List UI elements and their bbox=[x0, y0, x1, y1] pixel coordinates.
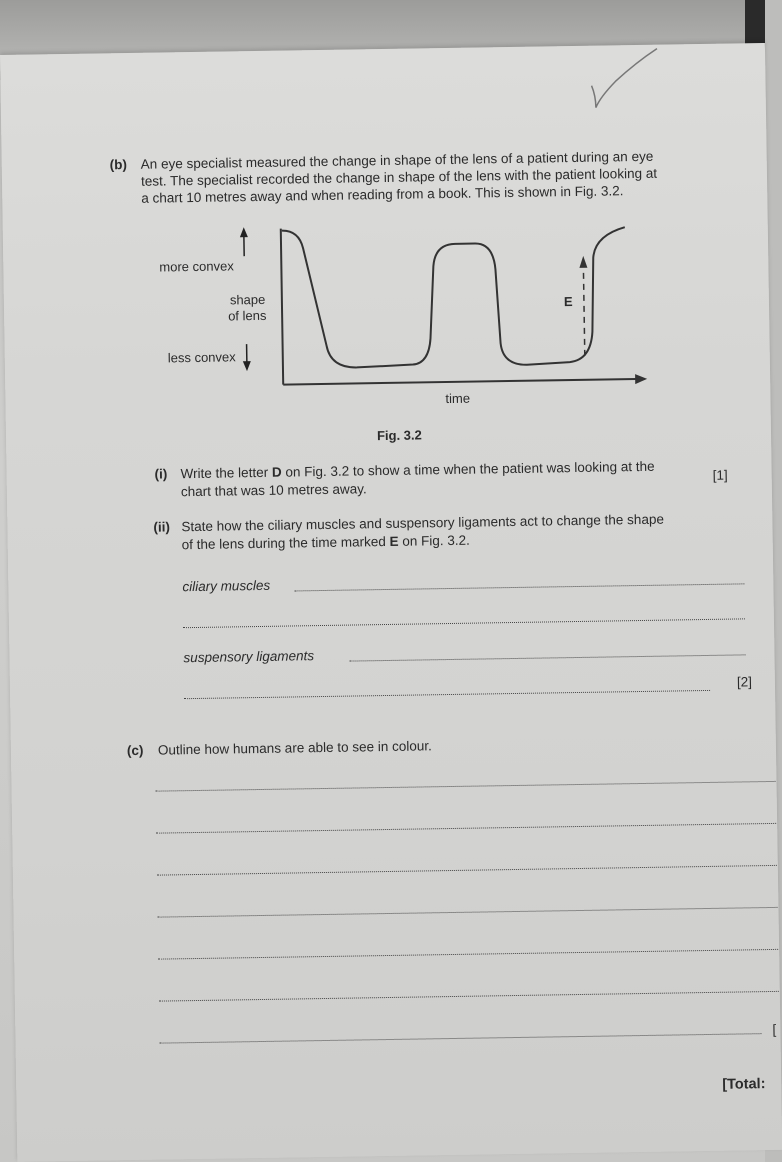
e-marker-dashed-line bbox=[583, 270, 584, 356]
question-i-line-2: chart that was 10 metres away. bbox=[180, 481, 367, 500]
y-axis-shape-label: shape bbox=[229, 291, 266, 308]
part-c-label: (c) bbox=[126, 742, 144, 759]
ciliary-muscles-label: ciliary muscles bbox=[182, 577, 271, 595]
y-axis-line bbox=[281, 229, 283, 385]
question-ii-label: (ii) bbox=[153, 519, 171, 535]
ciliary-answer-line-2[interactable] bbox=[183, 618, 745, 628]
suspensory-answer-line-1[interactable] bbox=[350, 654, 746, 661]
figure-caption: Fig. 3.2 bbox=[376, 427, 422, 444]
question-ii-line-1: State how the ciliary muscles and suspensory ligaments act to change the shape bbox=[181, 511, 665, 535]
x-axis-time-label: time bbox=[445, 390, 471, 407]
part-c-question: Outline how humans are able to see in colour. bbox=[157, 738, 432, 758]
y-axis-less-convex-label: less convex bbox=[167, 349, 236, 366]
part-c-answer-line-3[interactable] bbox=[157, 865, 777, 876]
suspensory-ligaments-label: suspensory ligaments bbox=[183, 648, 315, 666]
lens-shape-graph bbox=[0, 43, 771, 435]
question-ii-text-post: on Fig. 3.2. bbox=[398, 532, 470, 549]
part-c-answer-line-2[interactable] bbox=[156, 823, 776, 834]
ciliary-answer-line-1[interactable] bbox=[294, 583, 744, 591]
e-marker-label: E bbox=[563, 294, 573, 310]
question-i-text-pre: Write the letter bbox=[180, 464, 273, 482]
up-arrow-icon bbox=[240, 227, 248, 256]
part-b-intro-line-2: test. The specialist recorded the change in shape of the lens with the patient looking at bbox=[140, 165, 658, 189]
question-ii-line-2 bbox=[182, 532, 470, 554]
part-c-answer-line-4[interactable] bbox=[158, 907, 778, 918]
question-ii-text-pre: of the lens during the time marked bbox=[181, 533, 390, 553]
e-marker-arrow-icon bbox=[579, 256, 587, 268]
suspensory-answer-line-2[interactable] bbox=[184, 690, 710, 699]
lens-shape-curve bbox=[282, 225, 627, 368]
x-axis-line bbox=[283, 379, 637, 385]
part-b-intro-line-3: a chart 10 metres away and when reading from a book. This is shown in Fig. 3.2. bbox=[141, 183, 624, 206]
exam-page bbox=[0, 43, 782, 1162]
question-i-line-1 bbox=[180, 458, 654, 482]
part-c-answer-line-7[interactable] bbox=[160, 1033, 762, 1043]
question-i-marks: [1] bbox=[712, 467, 728, 483]
question-i-label: (i) bbox=[154, 466, 168, 482]
part-c-answer-line-6[interactable] bbox=[159, 991, 779, 1002]
question-ii-marks: [2] bbox=[736, 674, 753, 690]
question-i-text-post: on Fig. 3.2 to show a time when the patient was looking at the bbox=[281, 458, 655, 480]
part-b-label: (b) bbox=[109, 157, 128, 173]
x-axis-arrow-icon bbox=[635, 374, 647, 384]
question-i-letter-d: D bbox=[271, 464, 282, 480]
total-label: [Total: bbox=[722, 1076, 766, 1093]
y-axis-of-lens-label: of lens bbox=[228, 307, 267, 324]
part-b-intro-line-1: An eye specialist measured the change in shape of the lens of a patient during an eye bbox=[140, 148, 654, 172]
part-c-marks-bracket: [ bbox=[772, 1021, 777, 1037]
part-c-answer-line-1[interactable] bbox=[156, 781, 776, 792]
part-c-answer-line-5[interactable] bbox=[158, 949, 778, 960]
y-axis-more-convex-label: more convex bbox=[159, 258, 234, 275]
down-arrow-icon bbox=[243, 344, 251, 371]
question-ii-letter-e: E bbox=[389, 533, 399, 549]
